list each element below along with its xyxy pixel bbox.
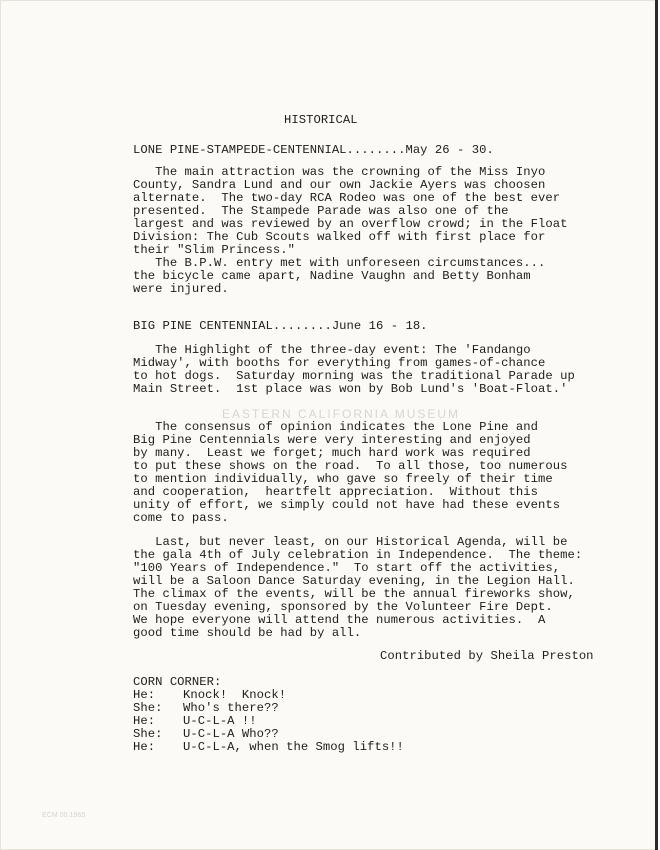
page-title: HISTORICAL xyxy=(284,113,358,127)
archive-corner-mark: ECM 00.1965 xyxy=(42,812,86,819)
corn-corner xyxy=(133,676,404,754)
dialogue-text: Knock! Knock! xyxy=(183,688,287,702)
text-line: Last, but never least, on our Historical Agenda, will be xyxy=(133,535,568,549)
text-line: The consensus of opinion indicates the Lone Pine and xyxy=(133,420,539,434)
dialogue-text: U-C-L-A !! xyxy=(183,714,257,728)
text-line: the bicycle came apart, Nadine Vaughn and Betty Bonham xyxy=(133,269,531,283)
contributor-signature: Contributed by Sheila Preston xyxy=(380,649,594,663)
scan-edge-shadow xyxy=(655,0,658,850)
text-line: The main attraction was the crowning of the Miss Inyo xyxy=(133,165,546,179)
big-pine-paragraph xyxy=(133,344,613,396)
text-line: good time should be had by all. xyxy=(133,626,362,640)
text-line: were injured. xyxy=(133,282,229,296)
dialogue-line xyxy=(133,702,404,715)
text-line: The B.P.W. entry met with unforeseen circumstances... xyxy=(133,256,546,270)
text-line: presented. The Stampede Parade was also one of the xyxy=(133,204,509,218)
dialogue-text: U-C-L-A Who?? xyxy=(183,727,279,741)
text-line: "100 Years of Independence." To start off the activities, xyxy=(133,561,561,575)
text-line: The Highlight of the three-day event: The 'Fandango xyxy=(133,343,531,357)
text-line: Big Pine Centennials were very interesting and enjoyed xyxy=(133,433,531,447)
dialogue-text: Who's there?? xyxy=(183,701,279,715)
corn-corner-title: CORN CORNER: xyxy=(133,675,222,689)
speaker: He: xyxy=(133,688,156,702)
text-line: County, Sandra Lund and our own Jackie Ayers was choosen xyxy=(133,178,546,192)
text-line: We hope everyone will attend the numerous activities. A xyxy=(133,613,546,627)
speaker: She: xyxy=(133,701,163,715)
text-line: will be a Saloon Dance Saturday evening, in the Legion Hall. xyxy=(133,574,575,588)
text-line: The climax of the events, will be the annual fireworks show, xyxy=(133,587,575,601)
text-line: unity of effort, we simply could not have had these events xyxy=(133,498,561,512)
text-line: their "Slim Princess." xyxy=(133,243,296,257)
text-line: by many. Least we forget; much hard work was required xyxy=(133,446,531,460)
section-heading-lone-pine: LONE PINE-STAMPEDE-CENTENNIAL........May 26 - 30. xyxy=(133,143,494,157)
text-line: Main Street. 1st place was won by Bob Lund's 'Boat-Float.' xyxy=(133,382,568,396)
text-line: the gala 4th of July celebration in Independence. The theme: xyxy=(133,548,583,562)
text-line: to put these shows on the road. To all those, too numerous xyxy=(133,459,568,473)
text-line: Division: The Cub Scouts walked off with first place for xyxy=(133,230,546,244)
text-line: alternate. The two-day RCA Rodeo was one of the best ever xyxy=(133,191,561,205)
agenda-paragraph xyxy=(133,536,613,640)
section-heading-big-pine: BIG PINE CENTENNIAL........June 16 - 18. xyxy=(133,319,428,333)
text-line: and cooperation, heartfelt appreciation. Without this xyxy=(133,485,539,499)
speaker: She: xyxy=(133,727,163,741)
museum-watermark: EASTERN CALIFORNIA MUSEUM xyxy=(222,407,461,421)
consensus-paragraph xyxy=(133,421,613,525)
lone-pine-paragraph xyxy=(133,166,613,296)
text-line: Midway', with booths for everything from games-of-chance xyxy=(133,356,546,370)
text-line: to mention individually, who gave so freely of their time xyxy=(133,472,553,486)
speaker: He: xyxy=(133,740,156,754)
text-line: to hot dogs. Saturday morning was the traditional Parade up xyxy=(133,369,575,383)
speaker: He: xyxy=(133,714,156,728)
text-line: on Tuesday evening, sponsored by the Volunteer Fire Dept. xyxy=(133,600,553,614)
dialogue-line xyxy=(133,741,404,754)
text-line: come to pass. xyxy=(133,511,229,525)
dialogue-text: U-C-L-A, when the Smog lifts!! xyxy=(183,740,404,754)
text-line: largest and was reviewed by an overflow crowd; in the Float xyxy=(133,217,568,231)
